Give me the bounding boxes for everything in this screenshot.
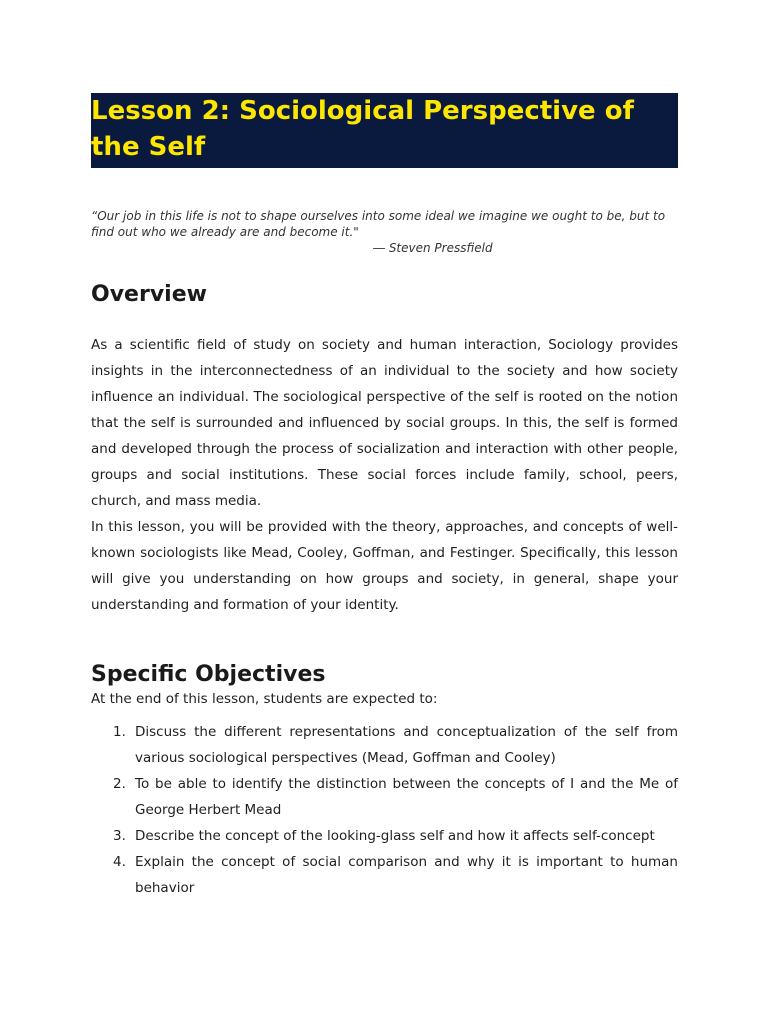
list-item-number: 1. (113, 724, 126, 740)
list-item-number: 2. (113, 776, 126, 792)
epigraph-quote: “Our job in this life is not to shape ourselves into some ideal we imagine we ought to be, but to find out who we already are and become it." (91, 209, 666, 239)
objectives-heading: Specific Objectives (91, 662, 326, 687)
objectives-intro: At the end of this lesson, students are expected to: (91, 691, 438, 707)
document-page (91, 93, 678, 901)
objectives-list (91, 719, 678, 901)
page-title: Lesson 2: Sociological Perspective of the Self (91, 96, 634, 162)
title-banner (91, 93, 678, 168)
list-item (91, 849, 678, 901)
list-item-text: To be able to identify the distinction between the concepts of I and the Me of George Herbert Mead (135, 776, 678, 818)
overview-heading: Overview (91, 282, 207, 307)
list-item-text: Explain the concept of social comparison and why it is important to human behavior (135, 854, 678, 896)
list-item (91, 719, 678, 771)
list-item-number: 4. (113, 854, 126, 870)
overview-paragraph-2: In this lesson, you will be provided with the theory, approaches, and concepts of well-known sociologists like Mead, Cooley, Goffman, and Festinger. Specifically, this lesson will give you understanding on how groups and society, in general, shape your understanding and formation of your identity. (91, 519, 678, 613)
overview-paragraph-1: As a scientific field of study on society and human interaction, Sociology provides insights in the interconnectedness of an individual to the society and how society influence an individual. The sociological perspective of the self is rooted on the notion that the self is surrounded and influenced by social groups. In this, the self is formed and developed through the process of socialization and interaction with other people, groups and social institutions. These social forces include family, school, peers, church, and mass media. (91, 337, 678, 509)
epigraph-author: ― Steven Pressfield (373, 241, 493, 255)
list-item (91, 823, 678, 849)
list-item (91, 771, 678, 823)
list-item-text: Describe the concept of the looking-glass self and how it affects self-concept (135, 828, 655, 844)
list-item-number: 3. (113, 828, 126, 844)
list-item-text: Discuss the different representations and conceptualization of the self from various sociological perspectives (Mead, Goffman and Cooley) (135, 724, 678, 766)
